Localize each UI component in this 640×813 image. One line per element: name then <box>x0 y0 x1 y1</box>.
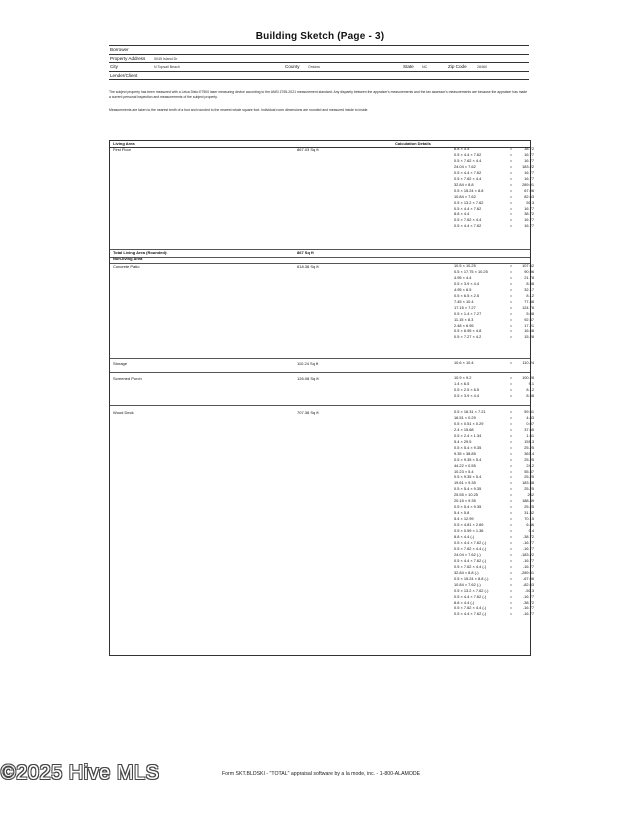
calc-equals: = <box>509 386 513 392</box>
calc-result: 6.46 <box>526 522 534 528</box>
calculation-details-header: Calculation Details <box>395 141 431 146</box>
calc-equals: = <box>509 605 513 611</box>
calc-formula: 8.8 × 4.4 <box>454 211 470 217</box>
lender-label: Lender/Client <box>110 72 138 78</box>
calc-result: 67.06 <box>524 187 534 193</box>
calc-equals: = <box>509 157 513 163</box>
calc-formula: 8.8 × 4.4 (-) <box>454 599 475 605</box>
calc-equals: = <box>509 205 513 211</box>
calc-formula: 32.84 × 8.8 (-) <box>454 569 479 575</box>
calc-equals: = <box>509 534 513 540</box>
borrower-row <box>109 46 529 55</box>
calc-formula: 10.5 × 10.25 <box>454 263 476 268</box>
screened-porch-calcs <box>454 375 534 399</box>
first-floor-label: First Floor <box>113 147 131 152</box>
calc-formula: 0.5 × 7.62 × 4.4 (-) <box>454 545 487 551</box>
calc-result: -16.77 <box>522 611 534 617</box>
wood-deck-label: Wood Deck <box>113 409 134 415</box>
calc-equals: = <box>509 280 513 286</box>
calc-equals: = <box>509 474 513 480</box>
property-address-label: Property Address <box>110 55 146 61</box>
storage-area: 110.24 Sq ft <box>297 360 319 366</box>
calc-equals: = <box>509 504 513 510</box>
calc-formula: 10.84 × 7.62 <box>454 193 476 199</box>
calc-equals: = <box>509 304 513 310</box>
calc-formula: 0.5 × 13.2 × 7.62 (-) <box>454 587 489 593</box>
state-value: NC <box>422 65 428 70</box>
total-living-value: 867 Sq ft <box>297 250 314 255</box>
calc-result: 188.49 <box>522 498 534 504</box>
calc-equals: = <box>509 426 513 432</box>
storage-calcs <box>454 360 534 366</box>
calc-equals: = <box>509 146 513 151</box>
calc-equals: = <box>509 298 513 304</box>
calc-result: 92.57 <box>524 316 534 322</box>
concrete-patio-label: Concrete Patio <box>113 263 140 269</box>
calc-equals: = <box>509 438 513 444</box>
total-living-label: Total Living Area (Rounded): <box>113 250 168 255</box>
calc-equals: = <box>509 492 513 498</box>
calc-result: 8.58 <box>526 280 534 286</box>
calc-equals: = <box>509 193 513 199</box>
calc-result: -16.77 <box>522 593 534 599</box>
calc-equals: = <box>509 274 513 280</box>
calc-result: 21.78 <box>524 274 534 280</box>
calc-formula: 5.4 × 12.99 <box>454 516 474 522</box>
calc-equals: = <box>509 181 513 187</box>
calc-result: -67.06 <box>522 575 534 581</box>
calc-equals: = <box>509 223 513 229</box>
calc-equals: = <box>509 563 513 569</box>
city-label: City <box>110 64 118 70</box>
wood-deck-area: 707.38 Sq ft <box>297 409 319 415</box>
calc-formula: 0.5 × 4.4 × 7.62 <box>454 223 482 229</box>
area-calculations-table <box>109 140 534 656</box>
calc-formula: 24.04 × 7.62 (-) <box>454 551 481 557</box>
calc-equals: = <box>509 462 513 468</box>
calc-result: -38.72 <box>522 599 534 605</box>
calc-result: 70.15 <box>524 516 534 522</box>
calc-equals: = <box>509 286 513 292</box>
calc-result: 25.25 <box>524 504 534 510</box>
calc-formula: 17.15 × 7.27 <box>454 304 476 310</box>
calc-result: 8.12 <box>526 292 534 298</box>
calc-equals: = <box>509 187 513 193</box>
calc-formula: 7.45 × 10.4 <box>454 298 474 304</box>
calc-formula: 8.8 × 4.4 <box>454 146 470 151</box>
calc-equals: = <box>509 432 513 438</box>
calc-formula: 0.5 × 3.9 × 4.4 <box>454 280 480 286</box>
calc-formula: 0.5 × 2.5 × 6.5 <box>454 386 480 392</box>
calc-result: 1.61 <box>526 432 534 438</box>
wood-deck-calcs <box>454 409 534 617</box>
city-row <box>109 63 529 72</box>
calc-formula: 2.48 × 6.95 <box>454 322 474 328</box>
first-floor-area: 867.03 Sq ft <box>297 147 319 152</box>
calc-result: 55.37 <box>524 468 534 474</box>
calc-result: -16.77 <box>522 539 534 545</box>
calc-equals: = <box>509 151 513 157</box>
calc-equals: = <box>509 217 513 223</box>
calc-formula: 0.5 × 5.4 × 9.35 <box>454 486 482 492</box>
calc-equals: = <box>509 545 513 551</box>
zip-code-label: Zip Code <box>448 64 467 70</box>
subject-header-table <box>109 45 529 80</box>
concrete-patio-calcs <box>454 263 534 340</box>
calc-result: 183.22 <box>522 163 534 169</box>
calc-result: 16.77 <box>524 157 534 163</box>
section-divider <box>110 405 530 406</box>
section-divider <box>110 249 530 250</box>
calc-equals: = <box>509 480 513 486</box>
calc-line <box>454 334 534 340</box>
calc-formula: 11.15 × 8.3 <box>454 316 474 322</box>
calc-result: 5.08 <box>526 310 534 316</box>
calc-equals: = <box>509 450 513 456</box>
calc-result: 16.77 <box>524 169 534 175</box>
screened-porch-area: 126.08 Sq ft <box>297 375 319 381</box>
calc-equals: = <box>509 175 513 181</box>
calc-formula: 16.51 × 0.29 <box>454 414 476 420</box>
calc-equals: = <box>509 263 513 268</box>
calc-equals: = <box>509 380 513 386</box>
calc-equals: = <box>509 169 513 175</box>
property-address-row <box>109 55 529 64</box>
measurement-note: The subject property has been measured with a Leica Disto E7500 laser measuring device according to the ANSI Z765-2021 measurement standard. Any disparity between the appraiser's measurements and the tax assessor's measurements are because the appraiser has made a current personal inspection and measurements of the subject property. <box>109 90 528 99</box>
calc-equals: = <box>509 444 513 450</box>
calc-equals: = <box>509 292 513 298</box>
calc-result: 110.24 <box>522 360 534 365</box>
calc-result: -16.77 <box>522 605 534 611</box>
calc-formula: 0.5 × 4.4 × 7.62 (-) <box>454 611 487 617</box>
non-living-area-label: Non-living Area <box>113 256 143 261</box>
calc-equals: = <box>509 211 513 217</box>
calc-formula: 0.5 × 5.4 × 9.35 <box>454 444 482 450</box>
calc-line <box>454 360 534 366</box>
calc-formula: 44.22 × 0.55 <box>454 462 476 468</box>
calc-formula: 0.5 × 4.4 × 7.62 <box>454 151 482 157</box>
calc-equals: = <box>509 593 513 599</box>
calc-result: 38.72 <box>524 146 534 151</box>
calc-result: 24.2 <box>526 462 534 468</box>
calc-result: 159.3 <box>524 438 534 444</box>
calc-result: -50.3 <box>525 587 534 593</box>
calc-result: 9.1 <box>528 380 534 386</box>
calc-equals: = <box>509 163 513 169</box>
first-floor-calcs <box>454 146 534 229</box>
calc-formula: 10.84 × 7.62 (-) <box>454 581 481 587</box>
storage-label: Storage <box>113 360 128 366</box>
calc-result: 363.4 <box>524 450 534 456</box>
calc-result: 107.62 <box>522 263 534 268</box>
calc-equals: = <box>509 611 513 617</box>
calc-result: 16.77 <box>524 217 534 223</box>
calc-formula: 10.9 × 9.2 <box>454 375 472 380</box>
calc-result: 16.77 <box>524 205 534 211</box>
calc-formula: 32.84 × 8.8 <box>454 181 474 187</box>
calc-result: -82.63 <box>522 581 534 587</box>
calc-formula: 0.5 × 4.4 × 7.62 (-) <box>454 557 487 563</box>
calc-formula: 0.5 × 4.81 × 2.69 <box>454 522 484 528</box>
concrete-patio-area: 618.38 Sq ft <box>297 263 319 269</box>
calc-result: 82.63 <box>524 193 534 199</box>
calc-result: 32.17 <box>524 286 534 292</box>
calc-result: 59.51 <box>524 409 534 414</box>
lender-row <box>109 72 529 81</box>
page-title: Building Sketch (Page - 3) <box>255 31 385 42</box>
calc-equals: = <box>509 528 513 534</box>
calc-formula: 0.5 × 9.35 × 5.4 <box>454 474 482 480</box>
calc-line <box>454 223 534 229</box>
calc-equals: = <box>509 409 513 414</box>
calc-equals: = <box>509 516 513 522</box>
calc-formula: 5.4 × 29.5 <box>454 438 472 444</box>
calc-equals: = <box>509 310 513 316</box>
calc-result: 90.96 <box>524 268 534 274</box>
calc-result: -183.22 <box>520 551 534 557</box>
calc-result: 25.25 <box>524 474 534 480</box>
calc-formula: 0.5 × 7.62 × 4.4 <box>454 217 482 223</box>
calc-result: -16.77 <box>522 545 534 551</box>
calc-result: 8.58 <box>526 392 534 398</box>
calc-result: 17.21 <box>524 322 534 328</box>
property-address-value: 5045 Island Dr <box>154 56 178 61</box>
calc-equals: = <box>509 569 513 575</box>
calc-formula: 0.5 × 4.4 × 7.62 (-) <box>454 539 487 545</box>
calc-equals: = <box>509 599 513 605</box>
calc-result: 31.32 <box>524 510 534 516</box>
calc-result: 0.07 <box>526 420 534 426</box>
calc-formula: 20.15 × 9.35 <box>454 498 476 504</box>
calc-formula: 0.5 × 4.4 × 7.62 (-) <box>454 593 487 599</box>
calc-formula: 0.5 × 15.24 × 8.8 (-) <box>454 575 489 581</box>
county-value: Onslow <box>308 65 320 70</box>
calc-line <box>454 611 534 617</box>
calc-formula: 0.5 × 13.2 × 7.62 <box>454 199 484 205</box>
calc-formula: 0.5 × 7.62 × 4.4 <box>454 175 482 181</box>
section-divider <box>110 358 530 359</box>
county-label: County <box>285 64 300 70</box>
calc-result: 100.28 <box>522 375 534 380</box>
calc-result: -289.01 <box>520 569 534 575</box>
calc-equals: = <box>509 360 513 365</box>
calc-formula: 0.5 × 6.5 × 2.5 <box>454 292 480 298</box>
calc-formula: 0.5 × 16.31 × 7.21 <box>454 409 486 414</box>
calc-result: 25.25 <box>524 486 534 492</box>
calc-formula: 4.95 × 6.5 <box>454 286 472 292</box>
calc-formula: 10.23 × 5.4 <box>454 468 474 474</box>
calc-result: 37.65 <box>524 426 534 432</box>
calc-formula: 0.5 × 3.9 × 4.4 <box>454 392 480 398</box>
rounding-note: Measurements are taken to the nearest tenth of a foot and rounded to the nearest whole square foot. Individual room dimensions are rounded and measured inside to inside. <box>109 108 369 112</box>
calc-equals: = <box>509 551 513 557</box>
calc-result: -16.77 <box>522 557 534 563</box>
calc-equals: = <box>509 375 513 380</box>
calc-formula: 25.55 × 10.25 <box>454 492 478 498</box>
calc-equals: = <box>509 420 513 426</box>
calc-formula: 0.5 × 1.4 × 7.27 <box>454 310 482 316</box>
calc-result: 15.28 <box>524 334 534 340</box>
calc-equals: = <box>509 328 513 334</box>
living-area-header: Living Area <box>113 141 135 146</box>
calc-formula: 0.5 × 7.62 × 4.4 <box>454 157 482 163</box>
calc-result: 38.72 <box>524 211 534 217</box>
calc-formula: 19.61 × 9.35 <box>454 480 476 486</box>
calc-result: 25.25 <box>524 456 534 462</box>
calc-line <box>454 393 534 399</box>
mls-watermark: ©2025 Hive MLS <box>1 762 160 784</box>
calc-result: 16.77 <box>524 223 534 229</box>
calc-result: 8.12 <box>526 386 534 392</box>
calc-equals: = <box>509 334 513 340</box>
calc-equals: = <box>509 587 513 593</box>
calc-equals: = <box>509 316 513 322</box>
calc-equals: = <box>509 498 513 504</box>
calc-equals: = <box>509 486 513 492</box>
calc-result: 262 <box>527 492 534 498</box>
calc-formula: 0.5 × 2.4 × 1.34 <box>454 432 482 438</box>
calc-equals: = <box>509 392 513 398</box>
calc-result: 77.48 <box>524 298 534 304</box>
calc-result: 16.77 <box>524 175 534 181</box>
calc-formula: 0.5 × 7.62 × 4.4 (-) <box>454 605 487 611</box>
calc-result: -16.77 <box>522 563 534 569</box>
calc-formula: 0.5 × 6.95 × 4.8 <box>454 328 482 334</box>
calc-equals: = <box>509 322 513 328</box>
zip-code-value: 28460 <box>477 65 487 70</box>
borrower-label: Borrower <box>110 47 129 52</box>
calc-result: 183.38 <box>522 480 534 486</box>
calc-equals: = <box>509 557 513 563</box>
calc-formula: 5.4 × 5.8 <box>454 510 470 516</box>
calc-formula: 0.5 × 0.59 × 1.36 <box>454 528 484 534</box>
calc-result: -38.72 <box>522 534 534 540</box>
calc-formula: 4.95 × 4.4 <box>454 274 472 280</box>
screened-porch-label: Screened Porch <box>113 375 142 381</box>
calc-formula: 8.8 × 4.4 (-) <box>454 534 475 540</box>
calc-equals: = <box>509 268 513 274</box>
city-value: N Topsail Beach <box>154 65 180 70</box>
calc-equals: = <box>509 581 513 587</box>
calc-formula: 2.4 × 15.68 <box>454 426 474 432</box>
calc-formula: 9.35 × 38.85 <box>454 450 476 456</box>
calc-formula: 10.6 × 10.4 <box>454 360 474 365</box>
calc-formula: 0.5 × 4.4 × 7.62 <box>454 169 482 175</box>
calc-formula: 0.5 × 9.35 × 5.4 <box>454 456 482 462</box>
calc-formula: 0.5 × 17.75 × 10.25 <box>454 268 488 274</box>
calc-equals: = <box>509 199 513 205</box>
section-divider <box>110 372 530 373</box>
calc-formula: 1.4 × 6.5 <box>454 380 470 386</box>
calc-equals: = <box>509 522 513 528</box>
calc-formula: 0.5 × 7.62 × 4.4 (-) <box>454 563 487 569</box>
calc-result: 289.01 <box>522 181 534 187</box>
calc-equals: = <box>509 414 513 420</box>
form-footer: Form SKT.BLDSKI - "TOTAL" appraisal software by a la mode, inc. - 1-800-ALAMODE <box>222 771 421 777</box>
calc-result: 50.3 <box>526 199 534 205</box>
calc-equals: = <box>509 510 513 516</box>
calc-equals: = <box>509 468 513 474</box>
state-label: State <box>403 64 414 70</box>
calc-formula: 0.5 × 0.51 × 0.29 <box>454 420 484 426</box>
calc-equals: = <box>509 539 513 545</box>
calc-formula: 0.5 × 4.4 × 7.62 <box>454 205 482 211</box>
calc-result: 0.4 <box>528 528 534 534</box>
calc-formula: 0.5 × 7.27 × 4.2 <box>454 334 482 340</box>
calc-equals: = <box>509 456 513 462</box>
calc-formula: 0.5 × 5.4 × 9.35 <box>454 504 482 510</box>
calc-result: 124.78 <box>522 304 534 310</box>
calc-formula: 24.04 × 7.62 <box>454 163 476 169</box>
section-divider <box>110 257 530 258</box>
calc-equals: = <box>509 575 513 581</box>
calc-result: 16.77 <box>524 151 534 157</box>
calc-formula: 0.5 × 15.24 × 8.8 <box>454 187 484 193</box>
calc-result: 16.68 <box>524 328 534 334</box>
calc-result: 25.25 <box>524 444 534 450</box>
calc-result: 4.83 <box>526 414 534 420</box>
